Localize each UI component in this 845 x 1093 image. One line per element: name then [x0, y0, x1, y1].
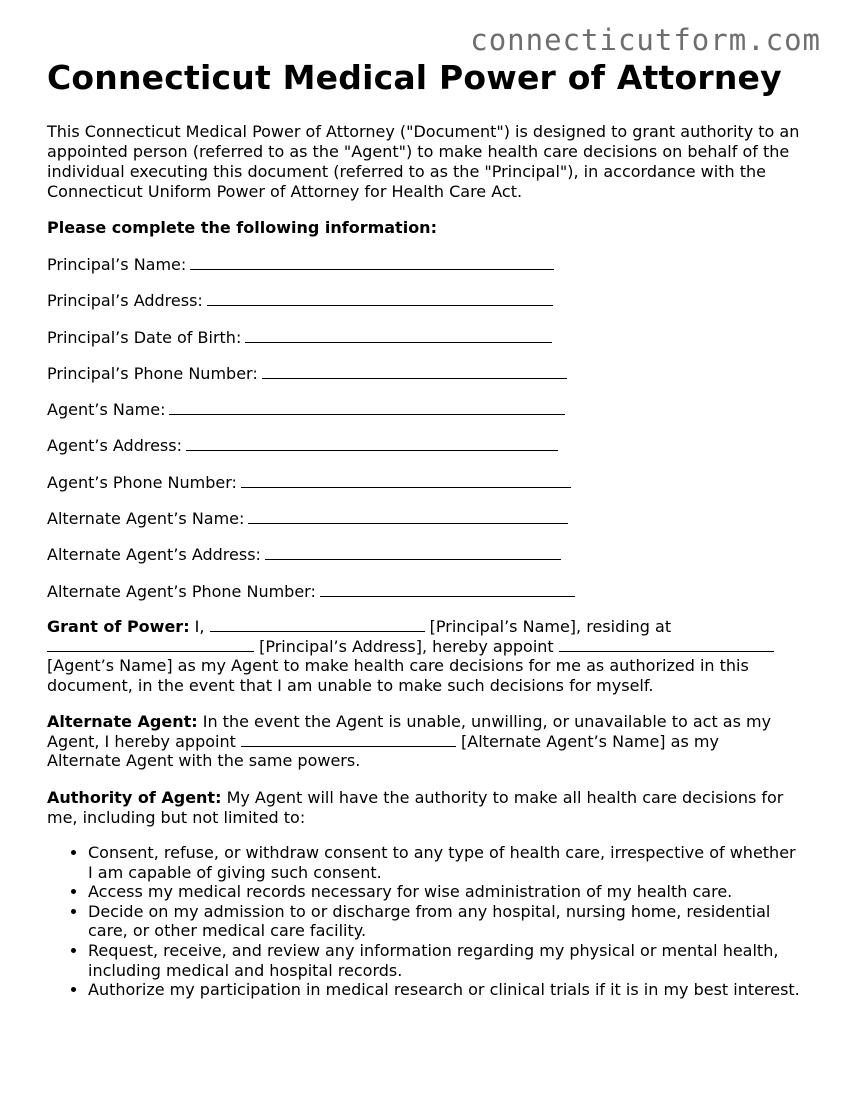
field-agent-address [47, 435, 575, 471]
grant-principal-address-blank[interactable] [47, 637, 254, 652]
agent-name-input[interactable] [169, 399, 565, 415]
authority-text: My Agent will have the authority to make all health care decisions for me, including but not limited to: [47, 788, 784, 827]
principal-address-input[interactable] [207, 290, 553, 306]
site-watermark: connecticutform.com [470, 23, 821, 57]
field-principal-address [47, 290, 575, 326]
info-fields [47, 254, 575, 617]
alternate-agent-name-blank[interactable] [241, 732, 456, 747]
authority-list [47, 843, 800, 1000]
list-item: • Consent, refuse, or withdraw consent to any type of health care, irrespective of whether I am capable of giving such consent. [88, 843, 800, 882]
form-prompt: Please complete the following information: [47, 218, 437, 237]
alternate-agent-name-input[interactable] [248, 508, 568, 524]
alternate-heading: Alternate Agent: [47, 712, 198, 731]
alternate-agent-address-input[interactable] [265, 544, 561, 560]
grant-agent-name-blank[interactable] [559, 637, 774, 652]
principal-phone-input[interactable] [262, 363, 567, 379]
list-item: • Decide on my admission to or discharge from any hospital, nursing home, residential care, or other medical care facility. [88, 902, 800, 941]
authority-heading: Authority of Agent: [47, 788, 222, 807]
grant-principal-name-blank[interactable] [210, 617, 425, 632]
grant-text: [Agent’s Name] as my Agent to make health care decisions for me as authorized in this document, in the event that I am unable to make such decisions for myself. [47, 656, 749, 695]
grant-text: [Principal’s Name], residing at [424, 617, 672, 636]
list-item: • Authorize my participation in medical research or clinical trials if it is in my best interest. [88, 980, 800, 1000]
agent-address-input[interactable] [186, 435, 558, 451]
page-title: Connecticut Medical Power of Attorney [47, 58, 782, 97]
field-label: Principal’s Name: [47, 255, 187, 274]
field-principal-name [47, 254, 575, 290]
field-label: Alternate Agent’s Address: [47, 545, 261, 565]
field-label: Principal’s Address: [47, 291, 203, 311]
field-label: Agent’s Name: [47, 400, 166, 420]
alternate-text: [Alternate Agent’s Name] as my Alternate Agent with the same powers. [47, 731, 719, 771]
principal-dob-input[interactable] [245, 327, 552, 343]
field-label: Alternate Agent’s Phone Number: [47, 581, 316, 601]
field-agent-name [47, 399, 575, 435]
principal-name-input[interactable] [190, 254, 554, 270]
field-agent-phone [47, 472, 575, 508]
field-principal-dob [47, 327, 575, 363]
field-label: Agent’s Phone Number: [47, 472, 237, 492]
alternate-agent-phone-input[interactable] [320, 581, 575, 597]
field-label: Agent’s Address: [47, 436, 182, 456]
field-label: Principal’s Date of Birth: [47, 327, 242, 347]
grant-of-power-paragraph [47, 617, 792, 695]
field-label: Principal’s Phone Number: [47, 363, 258, 383]
field-label: Alternate Agent’s Name: [47, 509, 245, 529]
field-principal-phone [47, 363, 575, 399]
list-item: • Request, receive, and review any information regarding my physical or mental health, including medical and hospital records. [88, 941, 800, 980]
alternate-agent-paragraph [47, 712, 792, 771]
alternate-text: In the event the Agent is unable, unwilling, or unavailable to act as my Agent, I hereby appoint [47, 712, 772, 751]
grant-heading: Grant of Power: [47, 617, 190, 636]
authority-paragraph [47, 788, 792, 827]
grant-text: [Principal’s Address], hereby appoint [254, 636, 559, 656]
intro-paragraph: This Connecticut Medical Power of Attorney ("Document") is designed to grant authority to an appointed person (referred to as the "Agent") to make health care decisions on behalf of the individual executing this document (referred to as the "Principal"), in accordance with the Connecticut Uniform Power of Attorney for Health Care Act. [47, 122, 800, 201]
grant-text: I, [189, 617, 210, 636]
field-alternate-agent-address [47, 544, 575, 580]
list-item: • Access my medical records necessary for wise administration of my health care. [88, 882, 800, 902]
field-alternate-agent-name [47, 508, 575, 544]
agent-phone-input[interactable] [241, 472, 571, 488]
field-alternate-agent-phone [47, 581, 575, 617]
